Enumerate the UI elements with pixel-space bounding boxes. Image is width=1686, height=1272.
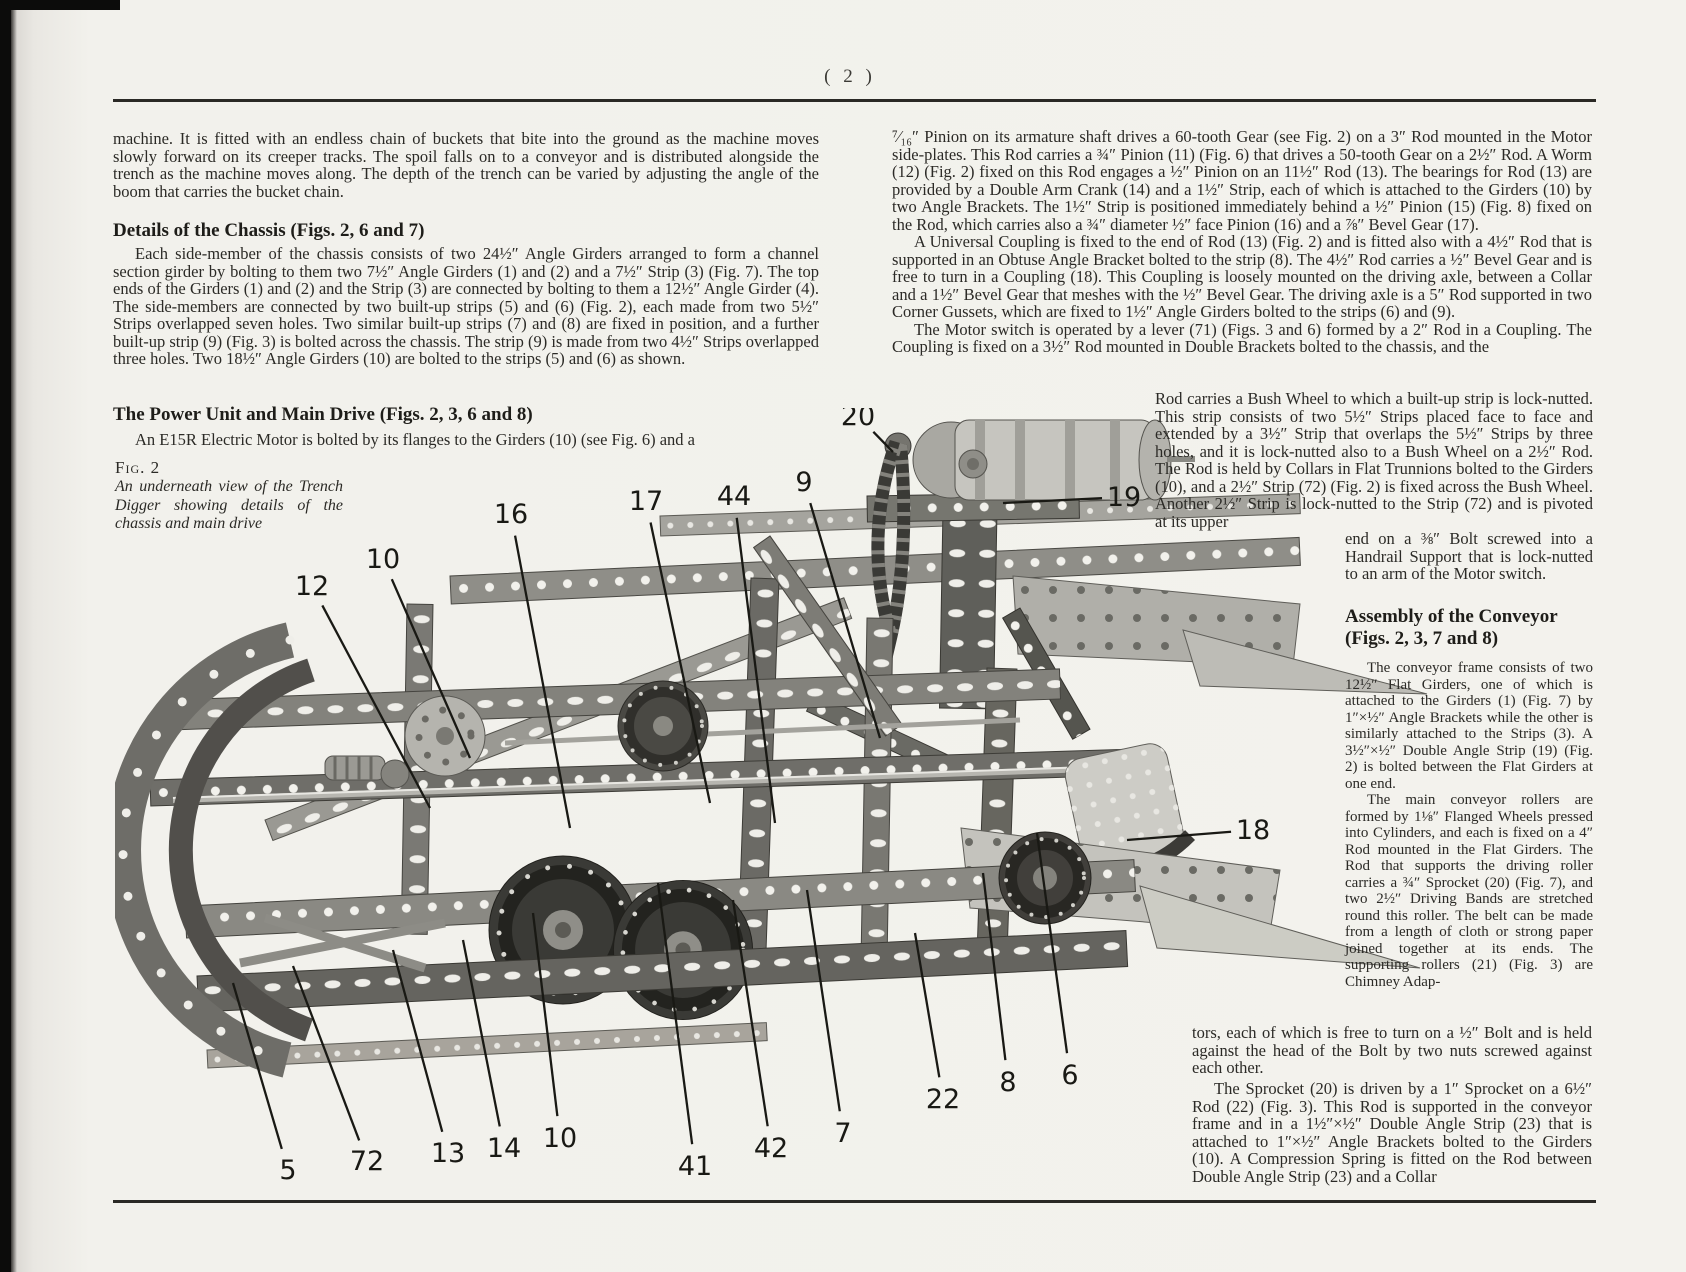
bottom-rule <box>113 1200 1596 1203</box>
callout-label-10-72: 72 <box>349 1146 385 1177</box>
conveyor-rollers-text: The main conveyor rollers are formed by 1⅛″ Flanged Wheels pressed into Cylinders, and each is fixed on a 4″ Rod mounted in the Flat Girders. The Rod that supports the driving roller carries a ¾″ Sprocket (20) (Fig. 7), and two 2½″ Driving Bands are stretched round this roller. The belt can be made from a length of cloth or strong paper joined together at its ends. The supporting rollers (21) (Fig. 3) are Chimney Adap- <box>1345 792 1593 990</box>
figure-label: Fig. 2 <box>115 458 161 477</box>
bush-wheel <box>405 696 485 776</box>
sprocket-paragraph <box>1192 1080 1592 1185</box>
callout-leader-16-7 <box>807 890 840 1111</box>
conveyor-rollers-continued <box>1192 1024 1592 1077</box>
callout-label-1-10: 10 <box>365 544 401 575</box>
motor-switch-paragraph-c <box>1345 530 1593 583</box>
power-unit-heading: The Power Unit and Main Drive (Figs. 2, 3, 6 and 8) <box>113 404 533 425</box>
motor-switch-text-b: Rod carries a Bush Wheel to which a built-up strip is lock-nutted. This strip consists of two 5½″ Strips placed face to face and extended by a 3½″ Strip that overlaps the 5½″ Strips by three holes, and it is lock-nutted also to a Bush Wheel on a 2½″ Rod. The Rod is held by Collars in Flat Trunnions bolted to the Girders (10), and a 2½″ Strip (72) (Fig. 2) is fixed across the Bush Wheel. Another 2½″ Strip is lock-nutted to the Strip (72) and is pivoted at its upper <box>1155 389 1593 531</box>
vertical-strip-4 <box>977 668 1017 969</box>
conveyor-heading-line2: (Figs. 2, 3, 7 and 8) <box>1345 628 1499 649</box>
scan-edge-left <box>0 0 11 1272</box>
callout-label-19-6: 6 <box>1061 1060 1079 1091</box>
callout-label-6-20: 20 <box>840 408 876 432</box>
power-unit-paragraph <box>113 431 819 449</box>
gear-wheel-right <box>999 832 1091 924</box>
callout-label-9-5: 5 <box>279 1155 297 1183</box>
callout-label-13-10: 10 <box>542 1123 578 1154</box>
callout-label-18-8: 8 <box>999 1067 1017 1098</box>
callout-label-15-42: 42 <box>753 1133 789 1164</box>
intro-paragraph <box>113 130 819 200</box>
callout-label-12-14: 14 <box>486 1133 522 1164</box>
motor-switch-paragraph-b <box>1155 390 1593 530</box>
callout-label-17-22: 22 <box>925 1084 961 1115</box>
callout-label-8-18: 18 <box>1235 815 1271 846</box>
callout-label-11-13: 13 <box>430 1138 466 1169</box>
universal-coupling-text: A Universal Coupling is fixed to the end of Rod (13) (Fig. 2) and is fitted also with a 4½″ Rod that is supported in an Obtuse Angle Bracket bolted to the strip (8). The 4½″ Rod carries a ½″ Bevel Gear and is free to turn in a Coupling (18). This Coupling is loosely mounted on the driving axle, between a Collar and a 1½″ Bevel Gear that meshes with the ½″ Bevel Gear. The driving axle is a 5″ Rod supported in two Corner Gussets, which are fixed to 1½″ Angle Girders bolted to the strips (6) and (9). <box>892 232 1592 321</box>
electric-motor <box>913 420 1195 500</box>
top-rule <box>113 99 1596 102</box>
motor-switch-text-a: The Motor switch is operated by a lever (71) (Figs. 3 and 6) formed by a 2″ Rod in a Coupling. The Coupling is fixed on a 3½″ Rod mounted in Double Brackets bolted to the chassis, and the <box>892 319 1592 356</box>
conveyor-heading-line1: Assembly of the Conveyor <box>1345 606 1558 627</box>
scan-edge-top <box>0 0 120 10</box>
figure-caption <box>115 458 343 534</box>
figure-caption-text: An underneath view of the Trench Digger showing details of the chassis and main drive <box>115 478 343 532</box>
chassis-text: Each side-member of the chassis consists of two 24½″ Angle Girders arranged to form a channel section girder by bolting to them two 7½″ Angle Girders (1) and (2) and a 7½″ Strip (3) (Fig. 7). The top ends of the Girders (1) and (2) and the Strip (3) are connected by bolting to them a 12½″ Angle Girder (4). The side-members are connected by two built-up strips (5) and (6) (Fig. 2), each made from two 5½″ Strips overlapped seven holes. Two similar built-up strips (7) and (8) are fixed in position, and a further built-up strip (9) (Fig. 3) is bolted across the chassis. The strip (9) is made from two 4½″ Strips overlapped three holes. Two 18½″ Angle Girders (10) are bolted to the strips (5) and (6) as shown. <box>113 244 819 368</box>
callout-label-7-19: 19 <box>1106 482 1142 513</box>
callout-label-14-41: 41 <box>677 1151 713 1182</box>
conveyor-frame-text: The conveyor frame consists of two 12½″ Flat Girders, one of which is attached to the Girders (1) (Fig. 7) by 1″×½″ Angle Brackets while the other is similarly attached to the Strips (3). A 3½″×½″ Double Angle Strip (19) (Fig. 2) is bolted between the Flat Girders at one end. <box>1345 660 1593 792</box>
drive-paragraphs <box>892 128 1592 356</box>
callout-label-4-44: 44 <box>716 481 752 512</box>
power-unit-text: An E15R Electric Motor is bolted by its flanges to the Girders (10) (see Fig. 6) and a <box>135 430 695 449</box>
pinion-text: ⁷⁄₁₆″ Pinion on its armature shaft drives a 60-tooth Gear (see Fig. 2) on a 3″ Rod mounted in the Motor side-plates. This Rod carries a ¾″ Pinion (11) (Fig. 6) that drives a 50-tooth Gear on a 2½″ Rod. A Worm (12) (Fig. 2) fixed on this Rod engages a ½″ Pinion on an 11½″ Rod (13). The bearings for Rod (13) are provided by a Double Arm Crank (14) and a 1½″ Strip, each of which is attached to the Girders (10) by two Angle Brackets. The 1½″ Strip is positioned immediately behind a ½″ Pinion (15) (Fig. 8) fixed on the Rod, which carries also a ¾″ diameter ½″ face Pinion (16) and a ⅞″ Bevel Gear (17). <box>892 127 1592 234</box>
callout-label-0-12: 12 <box>294 571 330 602</box>
sprocket-text: The Sprocket (20) is driven by a 1″ Sprocket on a 6½″ Rod (22) (Fig. 3). This Rod is supported in the conveyor frame and in a 1½″×½″ Double Angle Strip (23) that is attached to 1″×½″ Angle Brackets bolted to the Girders (10). A Compression Spring is fitted on the Rod between Double Angle Strip (23) and a Collar <box>1192 1079 1592 1186</box>
conveyor-paragraphs <box>1345 660 1593 990</box>
chassis-paragraph <box>113 245 819 368</box>
motor-switch-text-c: end on a ⅜″ Bolt screwed into a Handrail Support that is lock-nutted to an arm of the Motor switch. <box>1345 529 1593 583</box>
chassis-heading: Details of the Chassis (Figs. 2, 6 and 7) <box>113 220 425 241</box>
scan-edge-left-shadow <box>11 0 17 1272</box>
callout-label-5-9: 9 <box>795 467 813 498</box>
conveyor-rollers-text-b: tors, each of which is free to turn on a ½″ Bolt and is held against the head of the Bolt by two nuts screwed against each other. <box>1192 1023 1592 1077</box>
callout-label-3-17: 17 <box>628 486 664 517</box>
conveyor-heading <box>1345 606 1597 650</box>
callout-label-16-7: 7 <box>834 1118 852 1149</box>
callout-label-2-16: 16 <box>493 499 529 530</box>
page-number: ( 2 ) <box>824 66 876 87</box>
intro-text: machine. It is fitted with an endless chain of buckets that bite into the ground as the machine moves slowly forward on its creeper tracks. The spoil falls on to a conveyor and is distributed alongside the trench as the machine moves along. The depth of the trench can be varied by adjusting the angle of the boom that carries the bucket chain. <box>113 129 819 201</box>
